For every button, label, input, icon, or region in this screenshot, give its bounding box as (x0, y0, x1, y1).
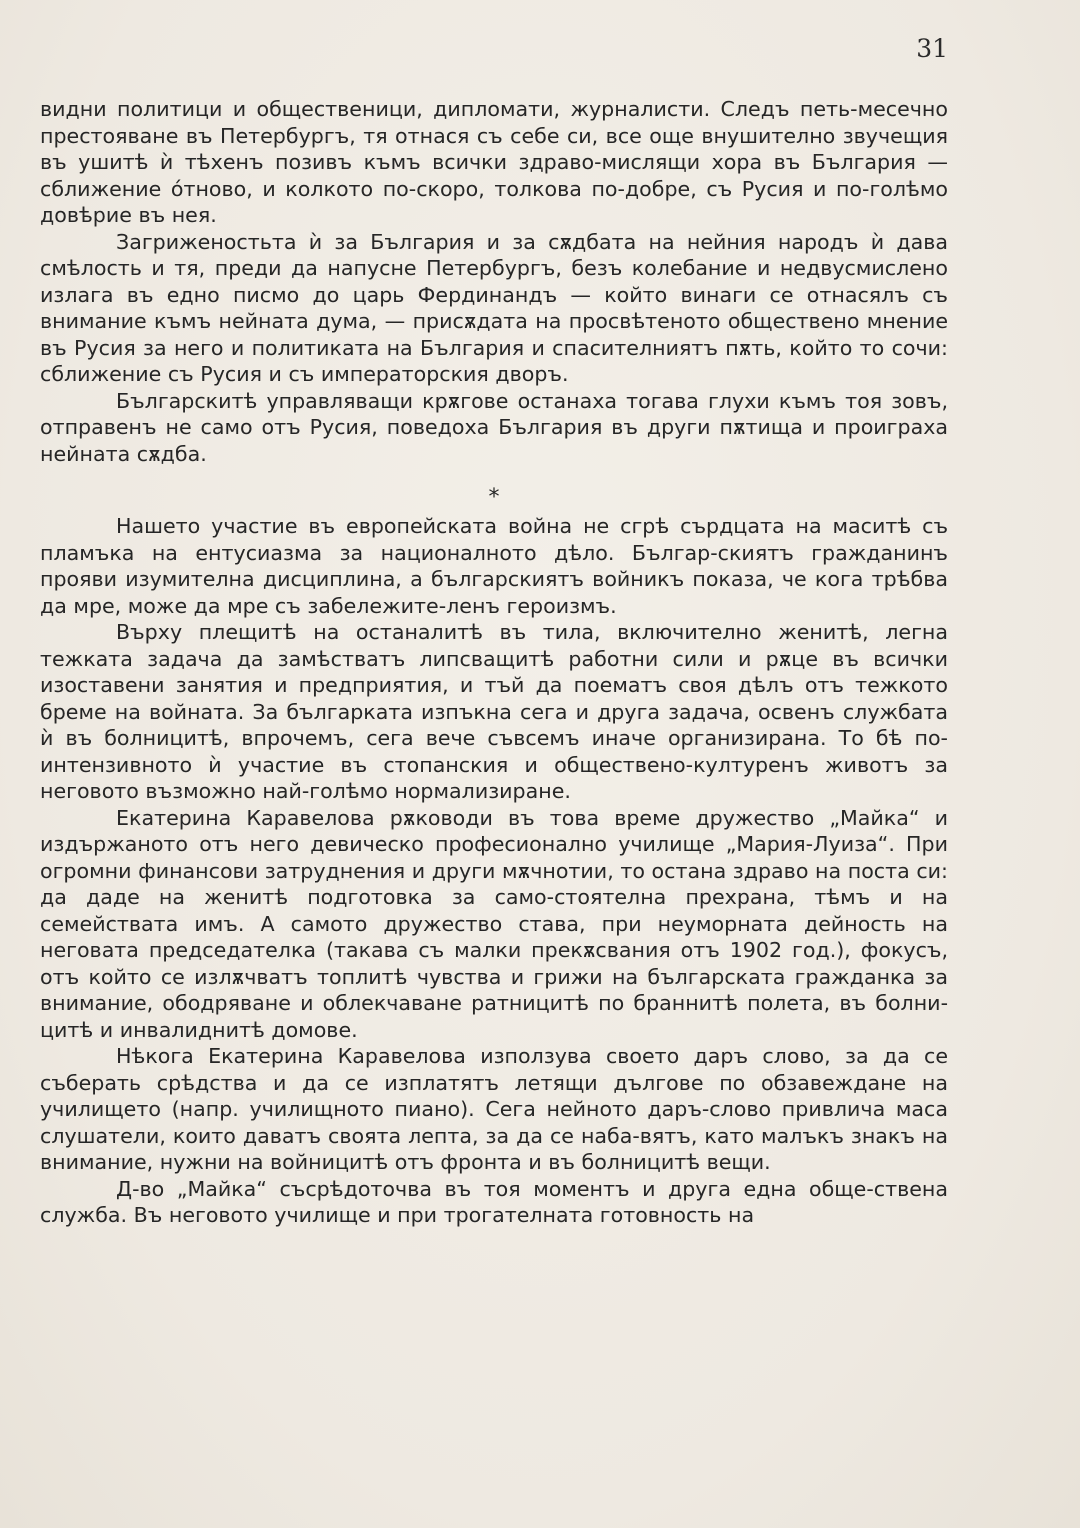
paragraph: Върху плещитѣ на останалитѣ въ тила, включително женитѣ, легна тежката задача да замѣстватъ липсващитѣ работни сили и рѫце въ всички изоставени занятия и предприятия, и тъй да поематъ своя дѣлъ отъ тежкото бреме на войната. За българката изпъкна сега и друга задача, освенъ службата ѝ въ болницитѣ, впрочемъ, сега вече съвсемъ иначе организирана. То бѣ по-интензивното ѝ участие въ стопанския и обществено-културенъ животъ за неговото възможно най-голѣмо нормализиране. (40, 620, 948, 803)
paragraph: Нѣкога Екатерина Каравелова използува своето даръ слово, за да се съберать срѣдства и да се изплатятъ летящи дългове по обзавеждане на училището (напр. училищното пиано). Сега нейното даръ-слово привлича маса слушатели, които даватъ своята лепта, за да се наба-вятъ, като малъкъ знакъ на внимание, нужни на войницитѣ отъ фронта и въ болницитѣ вещи. (40, 1044, 948, 1174)
section-separator: * (488, 485, 500, 510)
paragraph: Екатерина Каравелова рѫководи въ това време дружество „Майка“ и издържаното отъ него девическо професионално училище „Мария-Луиза“. При огромни финансови затруднения и други мѫчнотии, то остана здраво на поста си: да даде на женитѣ подготовка за само-стоятелна прехрана, тѣмъ и на семействата имъ. А самото дружество става, при неуморната дейность на неговата председателка (такава съ малки прекѫсвания отъ 1902 год.), фокусъ, отъ който се излѫчватъ топлитѣ чувства и грижи на българската гражданка за внимание, ободряване и облекчаване ратницитѣ по браннитѣ полета, въ болни-цитѣ и инвалиднитѣ домове. (40, 805, 948, 1042)
paragraph: Загриженостьта ѝ за България и за сѫдбата на нейния народъ ѝ дава смѣлость и тя, преди да напусне Петербургъ, безъ колебание и недвусмислено излага въ едно писмо до царь Фердинандъ — който винаги се отнасялъ съ внимание къмъ нейната дума, — присѫдата на просвѣтеното обществено мнение въ Русия за него и политиката на България и спасителниятъ пѫть, който то сочи: сближение съ Русия и съ императорския дворъ. (40, 229, 948, 386)
paragraph: Българскитѣ управляващи крѫгове останаха тогава глухи къмъ тоя зовъ, отправенъ не само отъ Русия, поведоха България въ други пѫтища и проиграха нейната сѫдба. (40, 388, 948, 466)
paragraph: Нашето участие въ европейската война не сгрѣ сърдцата на маситѣ съ пламъка на ентусиазма за националното дѣло. Българ-скиятъ гражданинъ прояви изумителна дисциплина, а българскиятъ войникъ показа, че кога трѣбва да мре, може да мре съ забележите-ленъ героизмъ. (40, 514, 948, 618)
paragraph-continued: видни политици и общественици, дипломати, журналисти. Следъ петь-месечно престояване въ Петербургъ, тя отнася съ себе си, все още внушително звучещия въ ушитѣ ѝ тѣхенъ позивъ къмъ всички здраво-мислящи хора въ България — сближение óтново, и колкото по-скоро, толкова по-добре, съ Русия и по-голѣмо довѣрие въ нея. (40, 97, 948, 227)
paragraph: Д-во „Майка“ съсрѣдоточва въ тоя моментъ и друга една обще-ствена служба. Въ неговото училище и при трогателната готовность на (40, 1176, 948, 1227)
page-number: 31 (916, 34, 948, 63)
body-text (40, 96, 948, 1229)
